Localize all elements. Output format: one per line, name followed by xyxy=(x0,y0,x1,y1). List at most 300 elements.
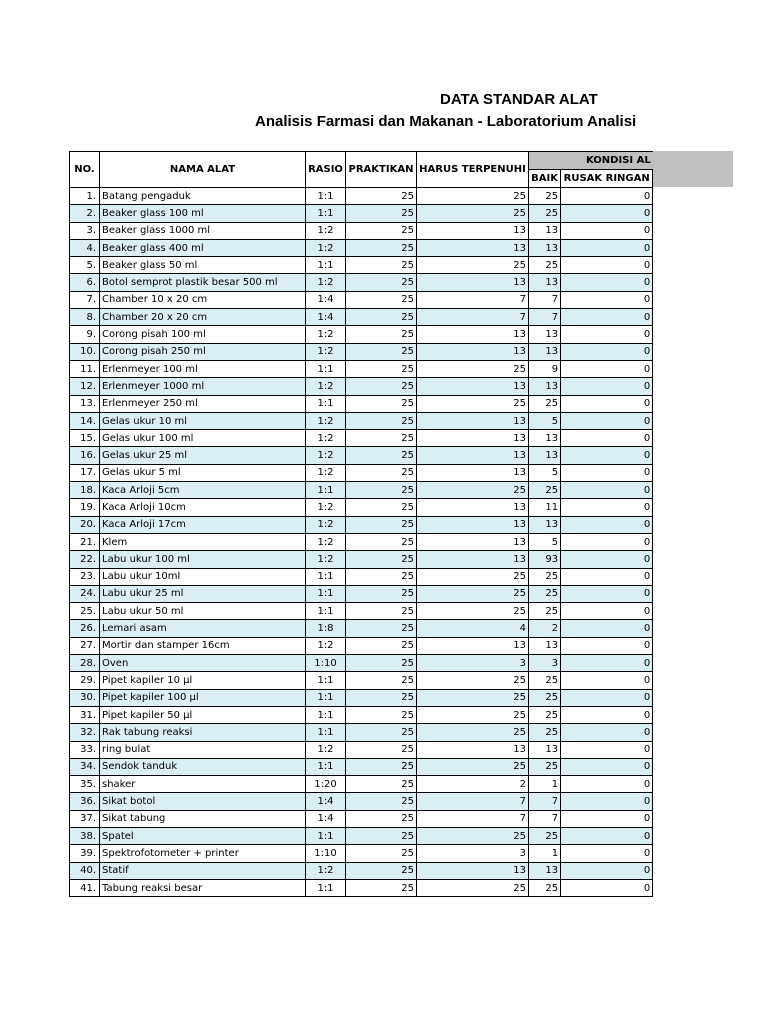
cell-rasio[interactable]: 1:2 xyxy=(306,516,346,533)
cell-rasio[interactable]: 1:1 xyxy=(306,758,346,775)
cell-no[interactable]: 16. xyxy=(70,447,100,464)
cell-rasio[interactable]: 1:20 xyxy=(306,776,346,793)
cell-harus-terpenuhi[interactable]: 13 xyxy=(417,274,529,291)
cell-harus-terpenuhi[interactable]: 25 xyxy=(417,257,529,274)
cell-baik[interactable]: 13 xyxy=(529,239,561,256)
cell-no[interactable]: 40. xyxy=(70,862,100,879)
cell-harus-terpenuhi[interactable]: 4 xyxy=(417,620,529,637)
cell-harus-terpenuhi[interactable]: 13 xyxy=(417,222,529,239)
cell-nama-alat[interactable]: Sendok tanduk xyxy=(100,758,306,775)
cell-rusak-ringan[interactable]: 0 xyxy=(561,482,653,499)
cell-nama-alat[interactable]: Pipet kapiler 10 µl xyxy=(100,672,306,689)
cell-nama-alat[interactable]: Rak tabung reaksi xyxy=(100,724,306,741)
cell-harus-terpenuhi[interactable]: 7 xyxy=(417,309,529,326)
cell-praktikan[interactable]: 25 xyxy=(346,845,417,862)
cell-no[interactable]: 41. xyxy=(70,879,100,896)
cell-baik[interactable]: 13 xyxy=(529,637,561,654)
cell-baik[interactable]: 25 xyxy=(529,706,561,723)
cell-harus-terpenuhi[interactable]: 13 xyxy=(417,239,529,256)
cell-praktikan[interactable]: 25 xyxy=(346,343,417,360)
cell-harus-terpenuhi[interactable]: 13 xyxy=(417,637,529,654)
cell-rasio[interactable]: 1:4 xyxy=(306,309,346,326)
cell-rasio[interactable]: 1:1 xyxy=(306,188,346,205)
cell-rasio[interactable]: 1:1 xyxy=(306,585,346,602)
cell-rasio[interactable]: 1:4 xyxy=(306,291,346,308)
cell-baik[interactable]: 25 xyxy=(529,827,561,844)
cell-baik[interactable]: 5 xyxy=(529,533,561,550)
cell-rusak-ringan[interactable]: 0 xyxy=(561,326,653,343)
cell-no[interactable]: 2. xyxy=(70,205,100,222)
cell-rusak-ringan[interactable]: 0 xyxy=(561,776,653,793)
cell-nama-alat[interactable]: Gelas ukur 10 ml xyxy=(100,412,306,429)
cell-rusak-ringan[interactable]: 0 xyxy=(561,516,653,533)
cell-praktikan[interactable]: 25 xyxy=(346,776,417,793)
cell-nama-alat[interactable]: Chamber 10 x 20 cm xyxy=(100,291,306,308)
cell-praktikan[interactable]: 25 xyxy=(346,533,417,550)
table-row xyxy=(70,793,653,810)
cell-harus-terpenuhi[interactable]: 25 xyxy=(417,879,529,896)
cell-nama-alat[interactable]: Erlenmeyer 250 ml xyxy=(100,395,306,412)
cell-rusak-ringan[interactable]: 0 xyxy=(561,862,653,879)
cell-nama-alat[interactable]: Erlenmeyer 1000 ml xyxy=(100,378,306,395)
cell-nama-alat[interactable]: Gelas ukur 5 ml xyxy=(100,464,306,481)
cell-baik[interactable]: 25 xyxy=(529,603,561,620)
cell-harus-terpenuhi[interactable]: 13 xyxy=(417,516,529,533)
cell-nama-alat[interactable]: Corong pisah 100 ml xyxy=(100,326,306,343)
cell-baik[interactable]: 25 xyxy=(529,257,561,274)
cell-no[interactable]: 5. xyxy=(70,257,100,274)
cell-baik[interactable]: 25 xyxy=(529,205,561,222)
cell-harus-terpenuhi[interactable]: 13 xyxy=(417,741,529,758)
cell-no[interactable]: 11. xyxy=(70,360,100,377)
cell-rasio[interactable]: 1:1 xyxy=(306,395,346,412)
cell-baik[interactable]: 25 xyxy=(529,758,561,775)
cell-praktikan[interactable]: 25 xyxy=(346,637,417,654)
cell-baik[interactable]: 7 xyxy=(529,810,561,827)
cell-harus-terpenuhi[interactable]: 25 xyxy=(417,827,529,844)
cell-rusak-ringan[interactable]: 0 xyxy=(561,239,653,256)
cell-no[interactable]: 26. xyxy=(70,620,100,637)
cell-rusak-ringan[interactable]: 0 xyxy=(561,793,653,810)
cell-harus-terpenuhi[interactable]: 3 xyxy=(417,655,529,672)
cell-baik[interactable]: 13 xyxy=(529,326,561,343)
cell-harus-terpenuhi[interactable]: 25 xyxy=(417,724,529,741)
cell-rasio[interactable]: 1:10 xyxy=(306,845,346,862)
cell-nama-alat[interactable]: Kaca Arloji 10cm xyxy=(100,499,306,516)
cell-praktikan[interactable]: 25 xyxy=(346,603,417,620)
cell-rusak-ringan[interactable]: 0 xyxy=(561,533,653,550)
cell-rusak-ringan[interactable]: 0 xyxy=(561,845,653,862)
cell-rasio[interactable]: 1:1 xyxy=(306,257,346,274)
cell-rasio[interactable]: 1:1 xyxy=(306,360,346,377)
cell-rasio[interactable]: 1:2 xyxy=(306,430,346,447)
cell-praktikan[interactable]: 25 xyxy=(346,309,417,326)
cell-rusak-ringan[interactable]: 0 xyxy=(561,603,653,620)
cell-baik[interactable]: 25 xyxy=(529,672,561,689)
cell-nama-alat[interactable]: Chamber 20 x 20 cm xyxy=(100,309,306,326)
cell-rasio[interactable]: 1:2 xyxy=(306,499,346,516)
cell-baik[interactable]: 25 xyxy=(529,395,561,412)
cell-harus-terpenuhi[interactable]: 13 xyxy=(417,378,529,395)
header-nama-alat[interactable]: NAMA ALAT xyxy=(100,152,306,188)
cell-rusak-ringan[interactable]: 0 xyxy=(561,672,653,689)
cell-praktikan[interactable]: 25 xyxy=(346,551,417,568)
cell-praktikan[interactable]: 25 xyxy=(346,274,417,291)
cell-no[interactable]: 15. xyxy=(70,430,100,447)
cell-baik[interactable]: 25 xyxy=(529,689,561,706)
cell-no[interactable]: 23. xyxy=(70,568,100,585)
cell-praktikan[interactable]: 25 xyxy=(346,499,417,516)
cell-rusak-ringan[interactable]: 0 xyxy=(561,810,653,827)
cell-harus-terpenuhi[interactable]: 25 xyxy=(417,482,529,499)
cell-baik[interactable]: 13 xyxy=(529,274,561,291)
cell-rusak-ringan[interactable]: 0 xyxy=(561,758,653,775)
cell-praktikan[interactable]: 25 xyxy=(346,620,417,637)
cell-praktikan[interactable]: 25 xyxy=(346,516,417,533)
cell-rusak-ringan[interactable]: 0 xyxy=(561,620,653,637)
cell-baik[interactable]: 93 xyxy=(529,551,561,568)
cell-harus-terpenuhi[interactable]: 25 xyxy=(417,603,529,620)
cell-rasio[interactable]: 1:2 xyxy=(306,343,346,360)
cell-no[interactable]: 6. xyxy=(70,274,100,291)
cell-no[interactable]: 30. xyxy=(70,689,100,706)
cell-baik[interactable]: 13 xyxy=(529,447,561,464)
cell-no[interactable]: 28. xyxy=(70,655,100,672)
cell-no[interactable]: 29. xyxy=(70,672,100,689)
cell-no[interactable]: 21. xyxy=(70,533,100,550)
cell-baik[interactable]: 25 xyxy=(529,568,561,585)
cell-baik[interactable]: 7 xyxy=(529,793,561,810)
cell-no[interactable]: 17. xyxy=(70,464,100,481)
cell-no[interactable]: 19. xyxy=(70,499,100,516)
cell-rasio[interactable]: 1:2 xyxy=(306,464,346,481)
cell-no[interactable]: 39. xyxy=(70,845,100,862)
cell-rusak-ringan[interactable]: 0 xyxy=(561,257,653,274)
header-rusak-ringan[interactable]: RUSAK RINGAN xyxy=(561,170,653,188)
cell-praktikan[interactable]: 25 xyxy=(346,430,417,447)
cell-nama-alat[interactable]: Pipet kapiler 100 µl xyxy=(100,689,306,706)
cell-nama-alat[interactable]: Pipet kapiler 50 µl xyxy=(100,706,306,723)
cell-rusak-ringan[interactable]: 0 xyxy=(561,551,653,568)
cell-praktikan[interactable]: 25 xyxy=(346,257,417,274)
table-row xyxy=(70,620,653,637)
cell-no[interactable]: 14. xyxy=(70,412,100,429)
cell-rusak-ringan[interactable]: 0 xyxy=(561,568,653,585)
cell-rusak-ringan[interactable]: 0 xyxy=(561,447,653,464)
cell-praktikan[interactable]: 25 xyxy=(346,879,417,896)
table-row xyxy=(70,343,653,360)
cell-baik[interactable]: 25 xyxy=(529,482,561,499)
cell-harus-terpenuhi[interactable]: 25 xyxy=(417,689,529,706)
cell-harus-terpenuhi[interactable]: 25 xyxy=(417,188,529,205)
cell-harus-terpenuhi[interactable]: 13 xyxy=(417,430,529,447)
cell-rusak-ringan[interactable]: 0 xyxy=(561,188,653,205)
cell-no[interactable]: 8. xyxy=(70,309,100,326)
cell-rasio[interactable]: 1:1 xyxy=(306,672,346,689)
cell-nama-alat[interactable]: Sikat botol xyxy=(100,793,306,810)
cell-nama-alat[interactable]: Labu ukur 25 ml xyxy=(100,585,306,602)
cell-no[interactable]: 27. xyxy=(70,637,100,654)
header-baik[interactable]: BAIK xyxy=(529,170,561,188)
cell-baik[interactable]: 7 xyxy=(529,291,561,308)
cell-baik[interactable]: 25 xyxy=(529,879,561,896)
cell-rasio[interactable]: 1:2 xyxy=(306,533,346,550)
cell-praktikan[interactable]: 25 xyxy=(346,482,417,499)
cell-harus-terpenuhi[interactable]: 7 xyxy=(417,291,529,308)
cell-baik[interactable]: 2 xyxy=(529,620,561,637)
cell-rusak-ringan[interactable]: 0 xyxy=(561,274,653,291)
cell-harus-terpenuhi[interactable]: 13 xyxy=(417,326,529,343)
cell-no[interactable]: 13. xyxy=(70,395,100,412)
cell-praktikan[interactable]: 25 xyxy=(346,447,417,464)
cell-no[interactable]: 25. xyxy=(70,603,100,620)
cell-harus-terpenuhi[interactable]: 25 xyxy=(417,568,529,585)
header-harus-terpenuhi[interactable]: HARUS TERPENUHI xyxy=(417,152,529,188)
cell-rusak-ringan[interactable]: 0 xyxy=(561,879,653,896)
header-no[interactable]: NO. xyxy=(70,152,100,188)
cell-rusak-ringan[interactable]: 0 xyxy=(561,343,653,360)
cell-rasio[interactable]: 1:2 xyxy=(306,741,346,758)
cell-nama-alat[interactable]: Spatel xyxy=(100,827,306,844)
cell-nama-alat[interactable]: Corong pisah 250 ml xyxy=(100,343,306,360)
cell-nama-alat[interactable]: Labu ukur 100 ml xyxy=(100,551,306,568)
cell-harus-terpenuhi[interactable]: 25 xyxy=(417,585,529,602)
cell-harus-terpenuhi[interactable]: 13 xyxy=(417,447,529,464)
cell-praktikan[interactable]: 25 xyxy=(346,724,417,741)
cell-baik[interactable]: 5 xyxy=(529,464,561,481)
cell-harus-terpenuhi[interactable]: 25 xyxy=(417,205,529,222)
cell-nama-alat[interactable]: Tabung reaksi besar xyxy=(100,879,306,896)
cell-baik[interactable]: 13 xyxy=(529,862,561,879)
cell-rasio[interactable]: 1:1 xyxy=(306,827,346,844)
cell-rasio[interactable]: 1:4 xyxy=(306,793,346,810)
cell-no[interactable]: 18. xyxy=(70,482,100,499)
cell-no[interactable]: 32. xyxy=(70,724,100,741)
cell-praktikan[interactable]: 25 xyxy=(346,568,417,585)
cell-nama-alat[interactable]: Kaca Arloji 17cm xyxy=(100,516,306,533)
header-kondisi-alat[interactable]: KONDISI AL xyxy=(529,152,653,170)
cell-rasio[interactable]: 1:1 xyxy=(306,205,346,222)
cell-rasio[interactable]: 1:2 xyxy=(306,222,346,239)
cell-nama-alat[interactable]: Lemari asam xyxy=(100,620,306,637)
cell-rusak-ringan[interactable]: 0 xyxy=(561,585,653,602)
cell-no[interactable]: 10. xyxy=(70,343,100,360)
cell-baik[interactable]: 9 xyxy=(529,360,561,377)
cell-praktikan[interactable]: 25 xyxy=(346,793,417,810)
cell-rusak-ringan[interactable]: 0 xyxy=(561,291,653,308)
table-body xyxy=(70,188,653,897)
cell-rasio[interactable]: 1:2 xyxy=(306,447,346,464)
cell-harus-terpenuhi[interactable]: 13 xyxy=(417,499,529,516)
cell-harus-terpenuhi[interactable]: 13 xyxy=(417,862,529,879)
cell-harus-terpenuhi[interactable]: 7 xyxy=(417,810,529,827)
cell-rusak-ringan[interactable]: 0 xyxy=(561,827,653,844)
cell-nama-alat[interactable]: Batang pengaduk xyxy=(100,188,306,205)
cell-rusak-ringan[interactable]: 0 xyxy=(561,499,653,516)
cell-harus-terpenuhi[interactable]: 25 xyxy=(417,706,529,723)
cell-rasio[interactable]: 1:2 xyxy=(306,551,346,568)
cell-rasio[interactable]: 1:2 xyxy=(306,412,346,429)
cell-baik[interactable]: 7 xyxy=(529,309,561,326)
cell-nama-alat[interactable]: Gelas ukur 25 ml xyxy=(100,447,306,464)
cell-rasio[interactable]: 1:8 xyxy=(306,620,346,637)
cell-baik[interactable]: 13 xyxy=(529,741,561,758)
cell-nama-alat[interactable]: Gelas ukur 100 ml xyxy=(100,430,306,447)
cell-rusak-ringan[interactable]: 0 xyxy=(561,395,653,412)
cell-praktikan[interactable]: 25 xyxy=(346,672,417,689)
cell-rusak-ringan[interactable]: 0 xyxy=(561,205,653,222)
cell-rasio[interactable]: 1:1 xyxy=(306,706,346,723)
cell-rasio[interactable]: 1:2 xyxy=(306,239,346,256)
cell-rusak-ringan[interactable]: 0 xyxy=(561,706,653,723)
cell-nama-alat[interactable]: Labu ukur 50 ml xyxy=(100,603,306,620)
cell-baik[interactable]: 25 xyxy=(529,188,561,205)
cell-baik[interactable]: 3 xyxy=(529,655,561,672)
header-praktikan[interactable]: PRAKTIKAN xyxy=(346,152,417,188)
cell-no[interactable]: 36. xyxy=(70,793,100,810)
cell-no[interactable]: 35. xyxy=(70,776,100,793)
cell-praktikan[interactable]: 25 xyxy=(346,239,417,256)
cell-baik[interactable]: 5 xyxy=(529,412,561,429)
cell-no[interactable]: 24. xyxy=(70,585,100,602)
cell-no[interactable]: 12. xyxy=(70,378,100,395)
cell-praktikan[interactable]: 25 xyxy=(346,827,417,844)
cell-rusak-ringan[interactable]: 0 xyxy=(561,222,653,239)
cell-rusak-ringan[interactable]: 0 xyxy=(561,309,653,326)
cell-rusak-ringan[interactable]: 0 xyxy=(561,412,653,429)
cell-harus-terpenuhi[interactable]: 13 xyxy=(417,412,529,429)
cell-praktikan[interactable]: 25 xyxy=(346,689,417,706)
cell-no[interactable]: 33. xyxy=(70,741,100,758)
cell-nama-alat[interactable]: ring bulat xyxy=(100,741,306,758)
cell-nama-alat[interactable]: Kaca Arloji 5cm xyxy=(100,482,306,499)
cell-praktikan[interactable]: 25 xyxy=(346,205,417,222)
cell-harus-terpenuhi[interactable]: 7 xyxy=(417,793,529,810)
cell-nama-alat[interactable]: Oven xyxy=(100,655,306,672)
cell-baik[interactable]: 1 xyxy=(529,776,561,793)
cell-rasio[interactable]: 1:2 xyxy=(306,378,346,395)
cell-rasio[interactable]: 1:1 xyxy=(306,482,346,499)
cell-harus-terpenuhi[interactable]: 25 xyxy=(417,360,529,377)
cell-rusak-ringan[interactable]: 0 xyxy=(561,378,653,395)
cell-rasio[interactable]: 1:2 xyxy=(306,862,346,879)
cell-no[interactable]: 34. xyxy=(70,758,100,775)
cell-no[interactable]: 7. xyxy=(70,291,100,308)
cell-rasio[interactable]: 1:4 xyxy=(306,810,346,827)
cell-no[interactable]: 31. xyxy=(70,706,100,723)
cell-rusak-ringan[interactable]: 0 xyxy=(561,360,653,377)
cell-no[interactable]: 20. xyxy=(70,516,100,533)
cell-nama-alat[interactable]: Labu ukur 10ml xyxy=(100,568,306,585)
cell-baik[interactable]: 11 xyxy=(529,499,561,516)
cell-praktikan[interactable]: 25 xyxy=(346,758,417,775)
cell-praktikan[interactable]: 25 xyxy=(346,706,417,723)
cell-nama-alat[interactable]: Beaker glass 100 ml xyxy=(100,205,306,222)
cell-praktikan[interactable]: 25 xyxy=(346,222,417,239)
cell-rasio[interactable]: 1:2 xyxy=(306,326,346,343)
cell-harus-terpenuhi[interactable]: 2 xyxy=(417,776,529,793)
cell-no[interactable]: 3. xyxy=(70,222,100,239)
cell-rasio[interactable]: 1:1 xyxy=(306,603,346,620)
cell-no[interactable]: 22. xyxy=(70,551,100,568)
cell-nama-alat[interactable]: Botol semprot plastik besar 500 ml xyxy=(100,274,306,291)
cell-praktikan[interactable]: 25 xyxy=(346,810,417,827)
cell-praktikan[interactable]: 25 xyxy=(346,655,417,672)
cell-praktikan[interactable]: 25 xyxy=(346,741,417,758)
cell-no[interactable]: 4. xyxy=(70,239,100,256)
cell-rusak-ringan[interactable]: 0 xyxy=(561,689,653,706)
cell-praktikan[interactable]: 25 xyxy=(346,360,417,377)
cell-nama-alat[interactable]: Erlenmeyer 100 ml xyxy=(100,360,306,377)
cell-nama-alat[interactable]: Klem xyxy=(100,533,306,550)
cell-rasio[interactable]: 1:1 xyxy=(306,724,346,741)
cell-rusak-ringan[interactable]: 0 xyxy=(561,637,653,654)
cell-baik[interactable]: 13 xyxy=(529,378,561,395)
cell-rusak-ringan[interactable]: 0 xyxy=(561,655,653,672)
cell-praktikan[interactable]: 25 xyxy=(346,188,417,205)
cell-rasio[interactable]: 1:10 xyxy=(306,655,346,672)
cell-praktikan[interactable]: 25 xyxy=(346,412,417,429)
cell-nama-alat[interactable]: Beaker glass 50 ml xyxy=(100,257,306,274)
header-rasio[interactable]: RASIO xyxy=(306,152,346,188)
cell-nama-alat[interactable]: Beaker glass 400 ml xyxy=(100,239,306,256)
cell-praktikan[interactable]: 25 xyxy=(346,395,417,412)
cell-rusak-ringan[interactable]: 0 xyxy=(561,430,653,447)
cell-no[interactable]: 9. xyxy=(70,326,100,343)
cell-baik[interactable]: 1 xyxy=(529,845,561,862)
cell-nama-alat[interactable]: shaker xyxy=(100,776,306,793)
cell-baik[interactable]: 25 xyxy=(529,585,561,602)
cell-rasio[interactable]: 1:2 xyxy=(306,274,346,291)
cell-nama-alat[interactable]: Mortir dan stamper 16cm xyxy=(100,637,306,654)
cell-praktikan[interactable]: 25 xyxy=(346,585,417,602)
cell-nama-alat[interactable]: Beaker glass 1000 ml xyxy=(100,222,306,239)
cell-praktikan[interactable]: 25 xyxy=(346,862,417,879)
cell-baik[interactable]: 13 xyxy=(529,430,561,447)
cell-praktikan[interactable]: 25 xyxy=(346,326,417,343)
cell-praktikan[interactable]: 25 xyxy=(346,464,417,481)
cell-harus-terpenuhi[interactable]: 3 xyxy=(417,845,529,862)
cell-harus-terpenuhi[interactable]: 13 xyxy=(417,343,529,360)
cell-no[interactable]: 38. xyxy=(70,827,100,844)
cell-nama-alat[interactable]: Sikat tabung xyxy=(100,810,306,827)
cell-harus-terpenuhi[interactable]: 25 xyxy=(417,672,529,689)
cell-no[interactable]: 37. xyxy=(70,810,100,827)
cell-nama-alat[interactable]: Statif xyxy=(100,862,306,879)
cell-baik[interactable]: 13 xyxy=(529,222,561,239)
cell-rasio[interactable]: 1:1 xyxy=(306,689,346,706)
cell-rusak-ringan[interactable]: 0 xyxy=(561,464,653,481)
cell-rasio[interactable]: 1:1 xyxy=(306,568,346,585)
cell-no[interactable]: 1. xyxy=(70,188,100,205)
cell-harus-terpenuhi[interactable]: 13 xyxy=(417,533,529,550)
cell-harus-terpenuhi[interactable]: 25 xyxy=(417,395,529,412)
cell-baik[interactable]: 13 xyxy=(529,516,561,533)
cell-harus-terpenuhi[interactable]: 13 xyxy=(417,464,529,481)
table-row xyxy=(70,551,653,568)
cell-nama-alat[interactable]: Spektrofotometer + printer xyxy=(100,845,306,862)
cell-baik[interactable]: 25 xyxy=(529,724,561,741)
cell-rusak-ringan[interactable]: 0 xyxy=(561,724,653,741)
cell-harus-terpenuhi[interactable]: 25 xyxy=(417,758,529,775)
cell-praktikan[interactable]: 25 xyxy=(346,378,417,395)
cell-rasio[interactable]: 1:2 xyxy=(306,637,346,654)
cell-rusak-ringan[interactable]: 0 xyxy=(561,741,653,758)
cell-harus-terpenuhi[interactable]: 13 xyxy=(417,551,529,568)
cell-rasio[interactable]: 1:1 xyxy=(306,879,346,896)
cell-baik[interactable]: 13 xyxy=(529,343,561,360)
cell-praktikan[interactable]: 25 xyxy=(346,291,417,308)
